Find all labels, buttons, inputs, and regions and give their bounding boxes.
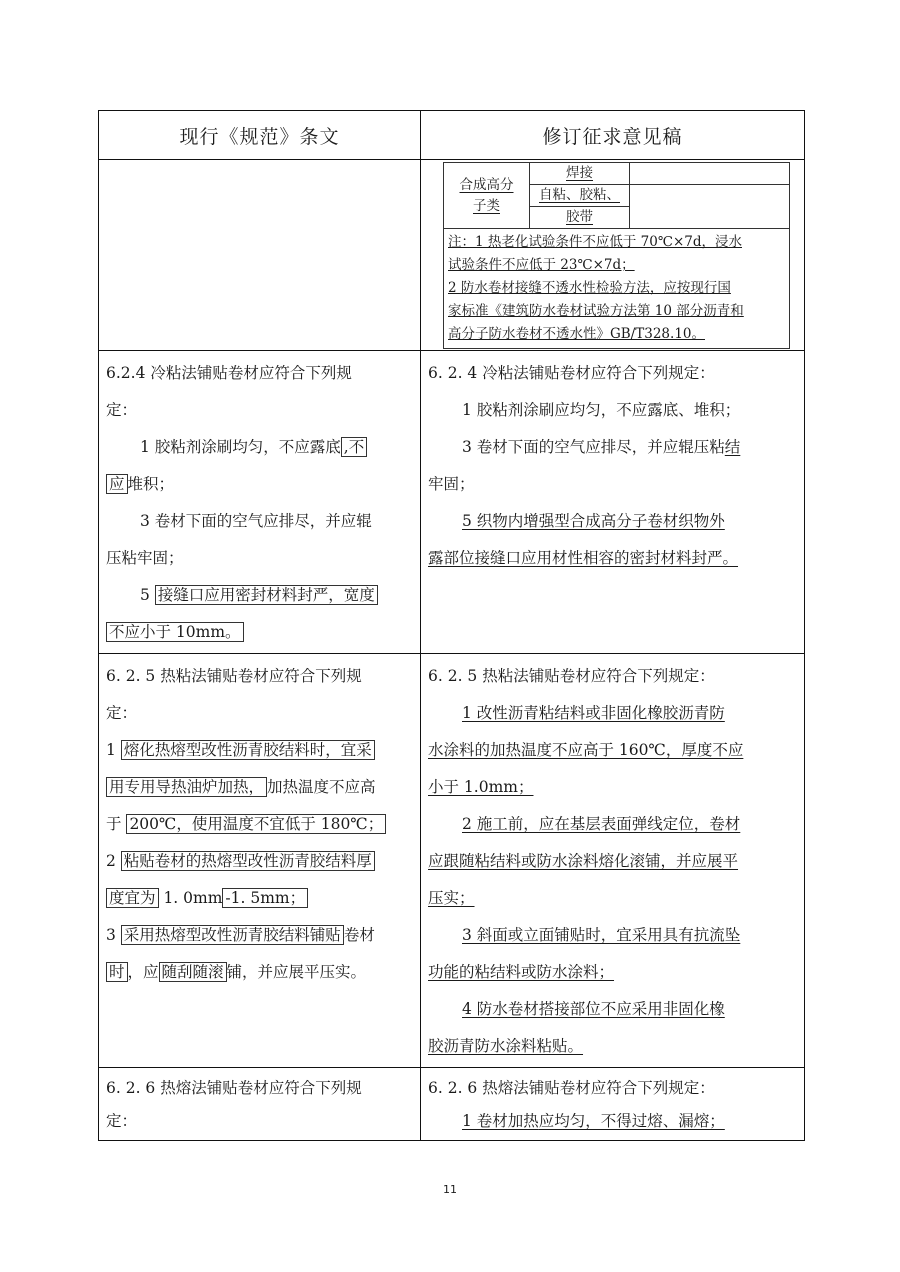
note-line: 注：1 热老化试验条件不应低于 70℃×7d，浸水 bbox=[448, 234, 742, 250]
old-6-2-4-i3-b: 压粘牢固； bbox=[106, 549, 184, 567]
method-adhesive-line1: 自粘、胶粘、 bbox=[530, 185, 630, 207]
old-6-2-6 bbox=[99, 1068, 421, 1141]
header-current: 现行《规范》条文 bbox=[99, 111, 421, 160]
new-6-2-4-i1: 1 胶粘剂涂刷应均匀，不应露底、堆积； bbox=[462, 401, 741, 419]
old-6-2-4-title-b: 定： bbox=[106, 401, 138, 419]
continuation-row bbox=[99, 160, 805, 351]
old-6-2-5-i1-box: 熔化热熔型改性沥青胶结料时，宜采 bbox=[121, 740, 375, 760]
new-6-2-6 bbox=[421, 1068, 805, 1141]
old-6-2-5-i1-c: 加热温度不应高 bbox=[267, 778, 376, 796]
old-6-2-4-i5-num: 5 bbox=[140, 586, 155, 604]
old-6-2-4-i3-a: 3 卷材下面的空气应排尽，并应辊 bbox=[140, 512, 372, 530]
old-6-2-4-title-a: 6.2.4 冷粘法铺贴卷材应符合下列规 bbox=[106, 364, 352, 382]
old-6-2-6-title-a: 6. 2. 6 热熔法铺贴卷材应符合下列规 bbox=[106, 1079, 362, 1097]
note-line: 试验条件不应低于 23℃×7d； bbox=[448, 257, 635, 273]
old-6-2-5-i3-num: 3 bbox=[106, 926, 121, 944]
old-6-2-5-i2-box3: -1. 5mm； bbox=[222, 888, 308, 908]
new-6-2-5-i1-c: 小于 1.0mm； bbox=[428, 778, 534, 796]
old-6-2-6-title-b: 定： bbox=[106, 1112, 138, 1130]
old-6-2-5-i3-box2: 时 bbox=[106, 962, 128, 982]
header-revised: 修订征求意见稿 bbox=[421, 111, 805, 160]
category-cell bbox=[444, 163, 530, 229]
new-6-2-5-i3-a: 3 斜面或立面铺贴时，宜采用具有抗流坠 bbox=[462, 926, 741, 944]
header-row bbox=[99, 111, 805, 160]
old-6-2-4-i1-box: ,不 bbox=[341, 437, 367, 457]
new-6-2-4 bbox=[421, 351, 805, 654]
note-block bbox=[443, 229, 790, 349]
old-6-2-4 bbox=[99, 351, 421, 654]
old-6-2-4-i1-b: 堆积； bbox=[127, 475, 175, 493]
row-6-2-6 bbox=[99, 1068, 805, 1141]
old-6-2-5-i2-num: 2 bbox=[106, 852, 121, 870]
note-line: 家标准《建筑防水卷材试验方法第 10 部分沥青和 bbox=[448, 303, 744, 319]
inner-table-cell bbox=[421, 160, 805, 351]
old-6-2-5 bbox=[99, 654, 421, 1068]
new-6-2-6-title: 6. 2. 6 热熔法铺贴卷材应符合下列规定： bbox=[428, 1079, 715, 1097]
row-6-2-4 bbox=[99, 351, 805, 654]
old-6-2-5-title-b: 定： bbox=[106, 704, 138, 722]
note-line: 2 防水卷材接缝不透水性检验方法，应按现行国 bbox=[448, 280, 731, 296]
old-6-2-4-i1-box2: 应 bbox=[106, 474, 128, 494]
new-6-2-4-i3-a: 3 卷材下面的空气应排尽，并应辊压粘 bbox=[462, 438, 725, 456]
new-6-2-5-i1-a: 1 改性沥青粘结料或非固化橡胶沥青防 bbox=[462, 704, 725, 722]
new-6-2-4-i3-u: 结 bbox=[724, 438, 741, 456]
new-6-2-4-title: 6. 2. 4 冷粘法铺贴卷材应符合下列规定： bbox=[428, 364, 715, 382]
empty-cell bbox=[99, 160, 421, 351]
old-6-2-5-i2-c: 1. 0mm bbox=[158, 889, 223, 907]
new-6-2-4-i5-b: 露部位接缝口应用材性相容的密封材料封严。 bbox=[428, 549, 739, 567]
new-6-2-5-i4-a: 4 防水卷材搭接部位不应采用非固化橡 bbox=[462, 1000, 725, 1018]
old-6-2-5-i3-e: 铺，并应展平压实。 bbox=[226, 963, 367, 981]
note-line: 高分子防水卷材不透水性》GB/T328.10。 bbox=[448, 326, 705, 342]
method-adhesive-line2: 胶带 bbox=[530, 207, 630, 229]
old-6-2-5-i1-box3: 200℃，使用温度不宜低于 180℃； bbox=[126, 814, 386, 834]
old-6-2-4-i1-a: 1 胶粘剂涂刷均匀，不应露底 bbox=[140, 438, 341, 456]
old-6-2-5-i3-box: 采用热熔型改性沥青胶结料铺贴 bbox=[121, 925, 344, 945]
old-6-2-5-i3-c: 卷材 bbox=[343, 926, 375, 944]
category-line2: 子类 bbox=[473, 197, 500, 214]
old-6-2-5-i1-box2: 用专用导热油炉加热， bbox=[106, 777, 267, 797]
category-line1: 合成高分 bbox=[459, 176, 514, 193]
old-6-2-5-i1-num: 1 bbox=[106, 741, 121, 759]
old-6-2-5-i3-box3: 随刮随滚 bbox=[159, 962, 227, 982]
old-6-2-5-i3-d: ，应 bbox=[127, 963, 159, 981]
old-6-2-4-i5-box: 接缝口应用密封材料封严，宽度 bbox=[155, 585, 378, 605]
new-6-2-5-i2-c: 压实； bbox=[428, 889, 475, 907]
row-6-2-5 bbox=[99, 654, 805, 1068]
new-6-2-6-i1-b: 应均匀，不得过熔、漏熔； bbox=[538, 1112, 725, 1130]
comparison-table bbox=[98, 110, 805, 1141]
inner-table bbox=[443, 162, 790, 229]
new-6-2-6-i1-a: 1 卷材加热 bbox=[462, 1112, 539, 1130]
new-6-2-5-i3-b: 功能的粘结料或防水涂料； bbox=[428, 963, 615, 981]
old-6-2-5-i1-d: 于 bbox=[106, 815, 127, 833]
old-6-2-5-i2-box: 粘贴卷材的热熔型改性沥青胶结料厚 bbox=[121, 851, 375, 871]
old-6-2-5-i2-box2: 度宜为 bbox=[106, 888, 159, 908]
new-6-2-5 bbox=[421, 654, 805, 1068]
page-number: 11 bbox=[443, 1183, 457, 1196]
new-6-2-4-i3-b: 牢固； bbox=[428, 475, 475, 493]
new-6-2-5-i2-a: 2 施工前，应在基层表面弹线定位，卷材 bbox=[462, 815, 741, 833]
new-6-2-5-title: 6. 2. 5 热粘法铺贴卷材应符合下列规定： bbox=[428, 667, 715, 685]
new-6-2-4-i5-a: 5 织物内增强型合成高分子卷材织物外 bbox=[462, 512, 725, 530]
new-6-2-5-i1-b: 水涂料的加热温度不应高于 160℃，厚度不应 bbox=[428, 741, 744, 759]
document-page bbox=[98, 110, 804, 1141]
new-6-2-5-i4-b: 胶沥青防水涂料粘贴。 bbox=[428, 1037, 584, 1055]
method-weld: 焊接 bbox=[530, 163, 630, 185]
old-6-2-4-i5-box2: 不应小于 10mm。 bbox=[106, 622, 244, 642]
old-6-2-5-title-a: 6. 2. 5 热粘法铺贴卷材应符合下列规 bbox=[106, 667, 362, 685]
new-6-2-5-i2-b: 应跟随粘结料或防水涂料熔化滚铺，并应展平 bbox=[428, 852, 739, 870]
